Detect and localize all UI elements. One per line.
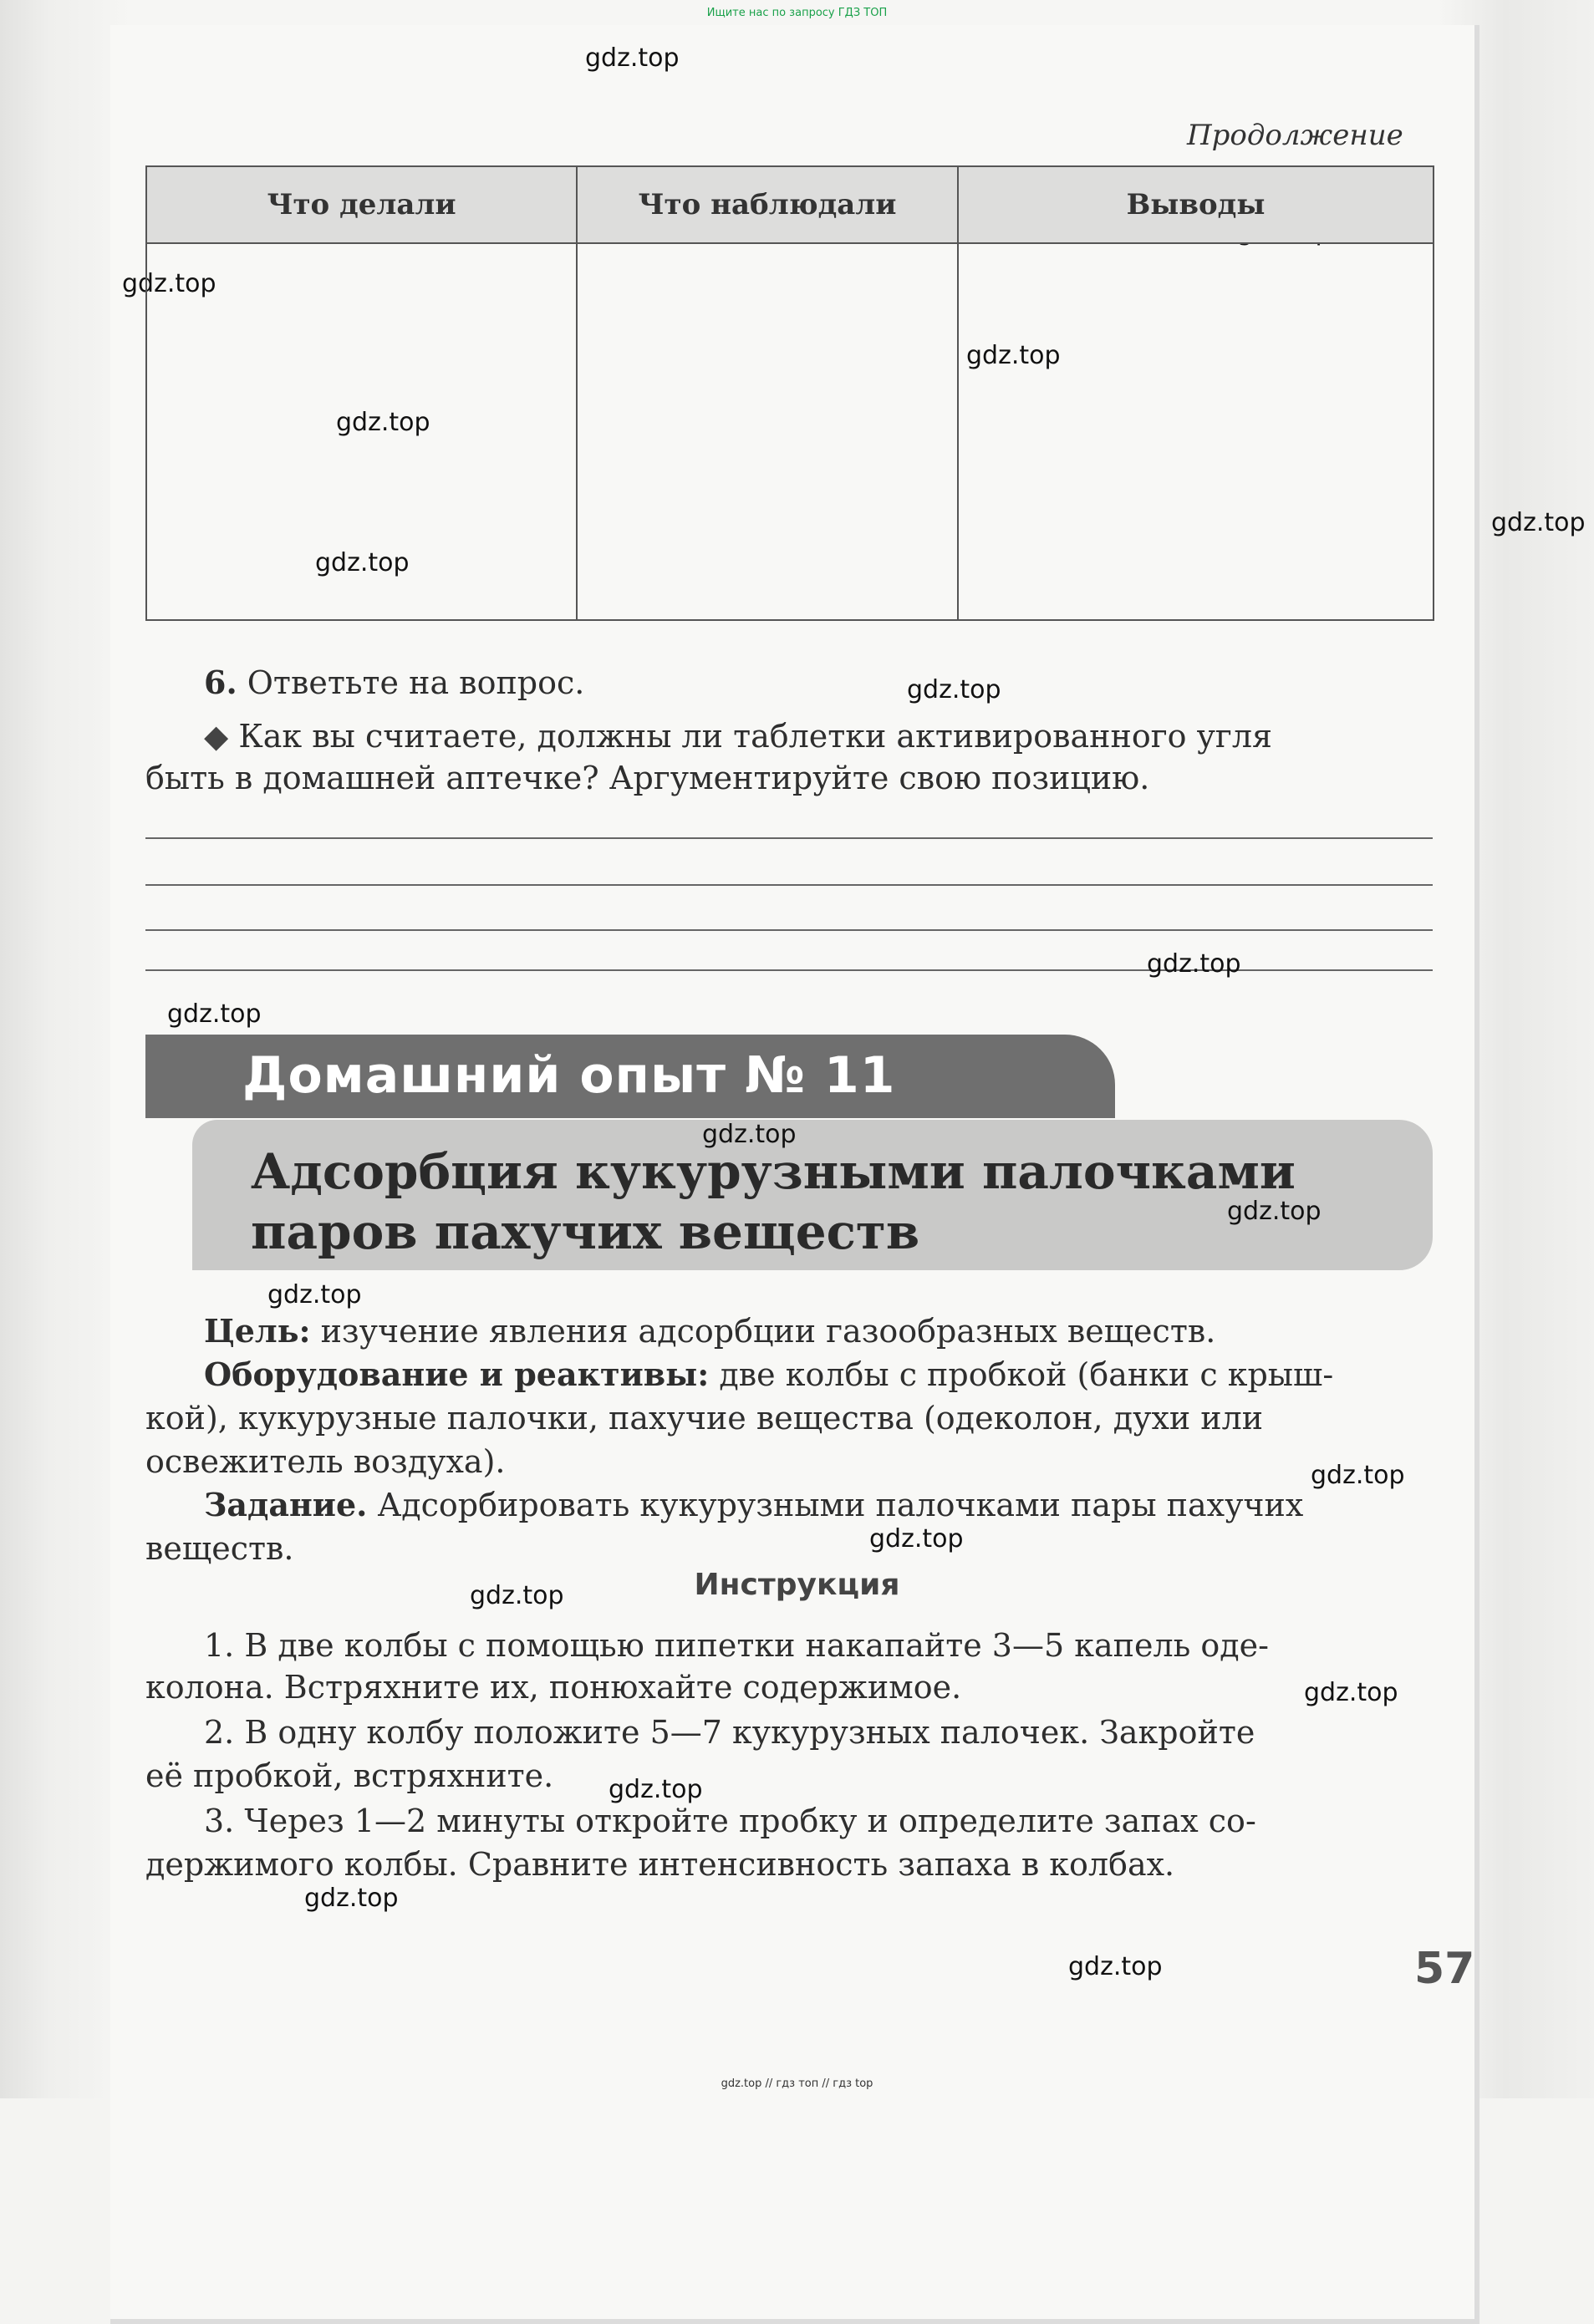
task-line1	[204, 1484, 1303, 1526]
experiment-title-box	[192, 1120, 1433, 1270]
equipment-line3: освежитель воздуха).	[145, 1443, 506, 1480]
watermark: gdz.top	[470, 1581, 564, 1610]
task6-number: 6.	[204, 664, 237, 701]
equipment-label: Оборудование и реактивы:	[204, 1355, 710, 1393]
watermark: gdz.top	[1491, 508, 1586, 537]
step-number: 3.	[204, 1803, 235, 1839]
watermark: gdz.top	[167, 999, 262, 1029]
experiment-title-line1: Адсорбция кукурузными палочками	[251, 1143, 1296, 1200]
watermark: gdz.top	[304, 1884, 399, 1913]
experiment-banner	[145, 1035, 1115, 1118]
step-text: Через 1—2 минуты откройте пробку и определите запах со-	[234, 1803, 1256, 1839]
task6-question-line2: быть в домашней аптечке? Аргументируйте свою позицию.	[145, 760, 1150, 796]
task6-question-text: Как вы считаете, должны ли таблетки активированного угля	[238, 718, 1272, 755]
watermark: gdz.top	[966, 341, 1061, 370]
watermark: gdz.top	[702, 1120, 797, 1149]
step-1-line2: колона. Встряхните их, понюхайте содержимое.	[145, 1669, 962, 1706]
step-2-line1	[204, 1711, 1255, 1753]
step-text: В две колбы с помощью пипетки накапайте 3—5 капель оде-	[234, 1627, 1269, 1664]
answer-line[interactable]	[145, 884, 1433, 886]
equipment-line1	[204, 1354, 1333, 1396]
instructions-heading: Инструкция	[694, 1568, 900, 1602]
goal-line	[204, 1310, 1215, 1352]
experiment-banner-text: Домашний опыт № 11	[242, 1046, 896, 1105]
top-search-link[interactable]: Ищите нас по запросу ГДЗ ТОП	[706, 7, 888, 19]
watermark: gdz.top	[1311, 1461, 1405, 1490]
answer-line[interactable]	[145, 837, 1433, 839]
task6-heading	[204, 662, 584, 704]
table-header-observed: Что наблюдали	[577, 166, 958, 243]
observation-table	[145, 165, 1434, 621]
bottom-site-link[interactable]: gdz.top // гдз топ // гдз top	[721, 2077, 873, 2090]
table-cell-observed[interactable]	[577, 243, 958, 620]
watermark: gdz.top	[1068, 1952, 1163, 1981]
equipment-text: две колбы с пробкой (банки с крыш-	[709, 1356, 1334, 1393]
answer-line[interactable]	[145, 929, 1433, 931]
step-text: В одну колбу положите 5—7 кукурузных палочек. Закройте	[234, 1714, 1255, 1751]
step-3-line1	[204, 1800, 1256, 1842]
step-1-line1	[204, 1625, 1269, 1666]
watermark: gdz.top	[1147, 949, 1241, 979]
step-3-line2: держимого колбы. Сравните интенсивность запаха в колбах.	[145, 1846, 1175, 1883]
table-cell-done[interactable]	[146, 243, 577, 620]
table-cell-conclusions[interactable]	[958, 243, 1434, 620]
watermark: gdz.top	[907, 675, 1001, 704]
step-2-line2: её пробкой, встряхните.	[145, 1757, 554, 1794]
bullet-icon: ◆	[204, 718, 229, 755]
watermark: gdz.top	[585, 43, 680, 73]
experiment-title-line2: паров пахучих веществ	[251, 1203, 920, 1260]
step-number: 1.	[204, 1627, 235, 1664]
watermark: gdz.top	[336, 408, 430, 437]
watermark: gdz.top	[869, 1524, 964, 1554]
goal-label: Цель:	[204, 1312, 311, 1350]
watermark: gdz.top	[267, 1280, 362, 1309]
page-number: 57	[1414, 1944, 1475, 1994]
continuation-label: Продолжение	[1187, 119, 1403, 152]
task-text: Адсорбировать кукурузными палочками пары пахучих	[367, 1487, 1304, 1523]
watermark: gdz.top	[315, 548, 410, 577]
watermark: gdz.top	[122, 269, 216, 298]
task-label: Задание.	[204, 1486, 368, 1523]
task-line2: веществ.	[145, 1530, 294, 1567]
step-number: 2.	[204, 1714, 235, 1751]
task6-title: Ответьте на вопрос.	[247, 664, 585, 701]
watermark: gdz.top	[1304, 1678, 1398, 1707]
watermark: gdz.top	[1227, 1197, 1322, 1226]
equipment-line2: кой), кукурузные палочки, пахучие вещества (одеколон, духи или	[145, 1400, 1264, 1437]
goal-text: изучение явления адсорбции газообразных веществ.	[310, 1313, 1216, 1350]
table-header-conclusions: Выводы	[958, 166, 1434, 243]
task6-question-line1	[204, 715, 1441, 757]
table-header-done: Что делали	[146, 166, 577, 243]
watermark: gdz.top	[609, 1775, 703, 1804]
